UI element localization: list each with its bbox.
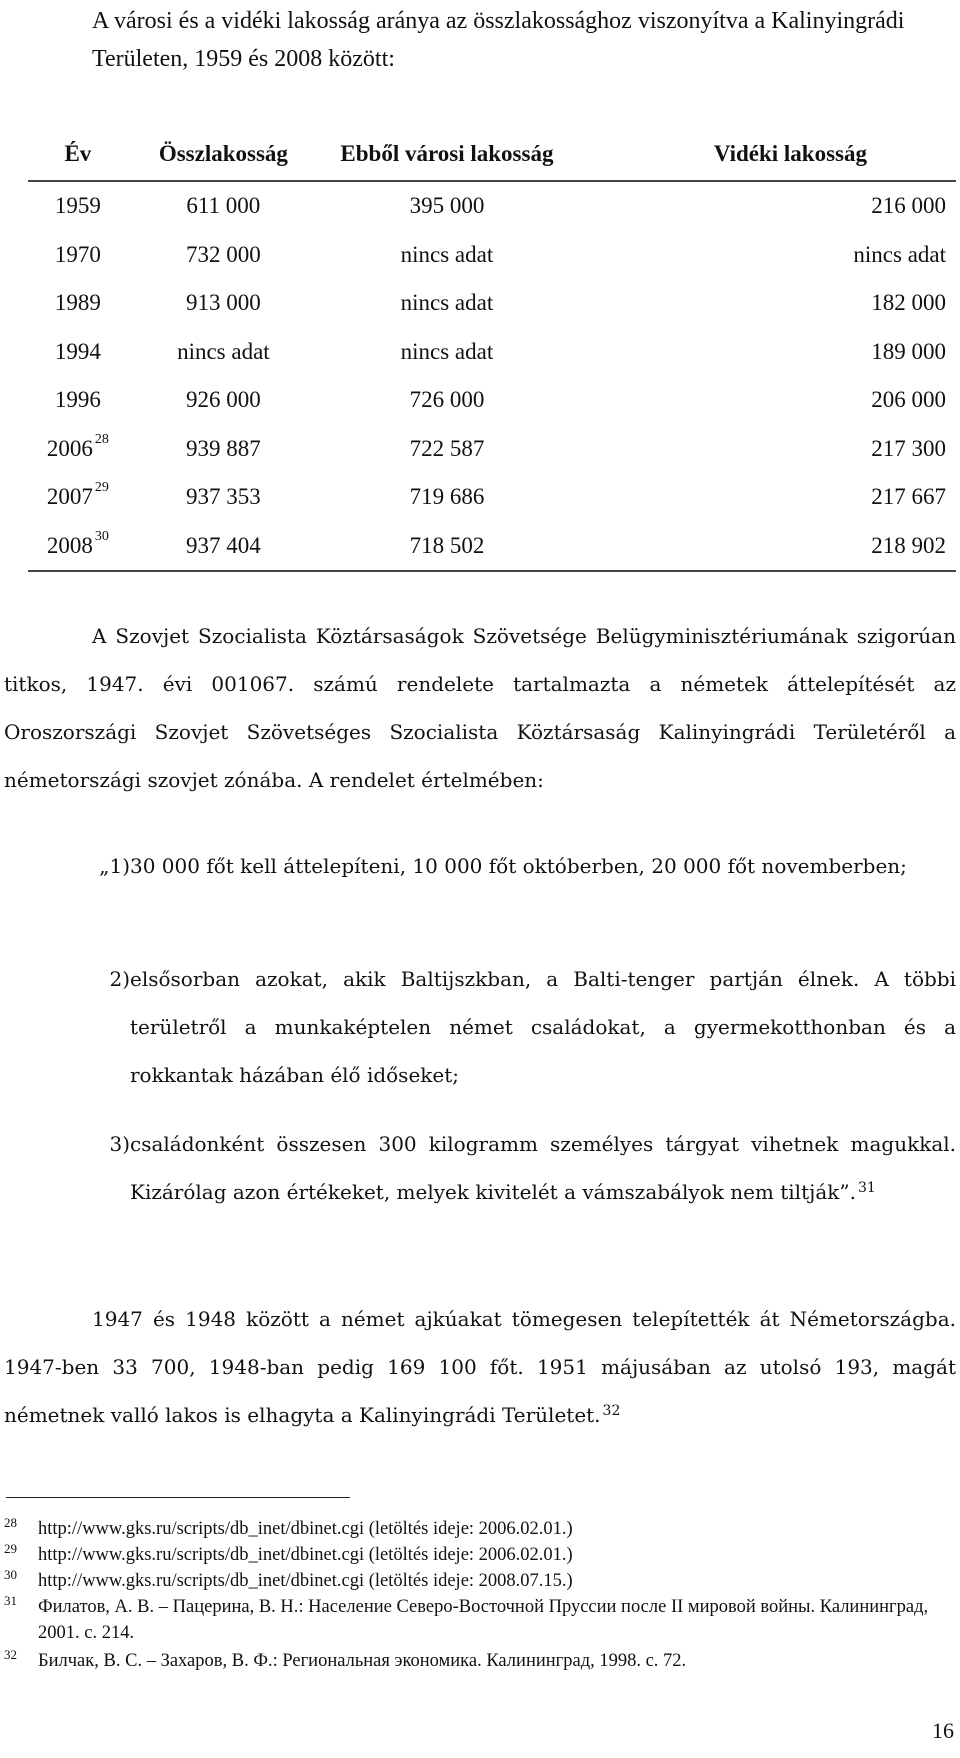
cell-total: 937 353: [185, 484, 261, 510]
table-row: [28, 231, 956, 280]
footnote-ref: 28: [94, 431, 109, 447]
table-header-row: [28, 128, 956, 181]
cell-year: 2008 $^{30}$: [28, 522, 128, 572]
table-row: [28, 181, 956, 231]
cell-urban: 718 502: [319, 522, 575, 572]
list-text: 30 000 főt kell áttelepíteni, 10 000 főt októberben, 20 000 főt novemberben;: [130, 854, 907, 878]
paragraph-resettlement: 1947 és 1948 között a német ajkúakat tömegesen telepítették át Németországba. 1947-ben 33 700, 1948-ban pedig 169 100 főt. 1951 májusában az utolsó 193, magát németnek valló lakos is elhagyta a Kalinyingrádi Területet. $^{32}$: [4, 1307, 956, 1427]
footnote-divider: [6, 1497, 350, 1498]
table-row: [28, 279, 956, 328]
cell-total: nincs adat: [177, 338, 270, 364]
cell-total: 937 404: [128, 522, 319, 572]
table-caption: A városi és a vidéki lakosság aránya az összlakossághoz viszonyítva a Kalinyingrádi Területen, 1959 és 2008 között:: [92, 8, 905, 72]
cell-total: 939 887: [185, 435, 261, 461]
list-number: 2): [109, 967, 130, 991]
cell-year: 1970: [54, 241, 101, 267]
header-year: Év: [28, 128, 128, 181]
cell-year: 1996: [54, 387, 101, 413]
footnote-ref: 31: [857, 1180, 876, 1196]
cell-rural: 182 000: [871, 290, 946, 316]
cell-rural: 217 300: [871, 435, 946, 461]
cell-year: 1989: [54, 290, 101, 316]
list-number: 3): [109, 1132, 130, 1156]
cell-urban: nincs adat: [400, 241, 494, 267]
cell-year: 2007 $^{29}$: [46, 480, 109, 510]
footnote-ref: 32: [602, 1403, 621, 1419]
cell-total: 611 000: [186, 193, 261, 219]
footnote-text: Билчак, В. С. – Захаров, В. Ф.: Региональная экономика. Калининград, 1998. c. 72.: [38, 1651, 687, 1671]
population-table: [28, 128, 956, 572]
cell-rural: nincs adat: [853, 241, 946, 267]
header-total: Összlakosság: [128, 128, 319, 181]
footnote-number: 29: [4, 1541, 17, 1556]
footnote-ref: 29: [94, 480, 109, 496]
cell-total: 926 000: [185, 387, 261, 413]
list-text: családonként összesen 300 kilogramm személyes tárgyat vihetnek magukkal. Kizárólag azon értékeket, melyek kivitelét a vámszabályok nem tiltják”. $^{31}$: [130, 1132, 956, 1204]
table-row: [28, 425, 956, 474]
footnote-text: http://www.gks.ru/scripts/db_inet/dbinet.cgi (letöltés ideje: 2006.02.01.): [38, 1519, 573, 1539]
cell-rural: 216 000: [871, 193, 946, 219]
table-row: [28, 328, 956, 377]
header-urban: Ebből városi lakosság: [319, 128, 575, 181]
footnote-number: 28: [4, 1515, 17, 1530]
footnote-text: http://www.gks.ru/scripts/db_inet/dbinet.cgi (letöltés ideje: 2006.02.01.): [38, 1545, 573, 1565]
paragraph-decree: A Szovjet Szocialista Köztársaságok Szövetsége Belügyminisztériumának szigorúan titkos, 1947. évi 001067. számú rendelete tartalmazta a németek áttelepítését az Oroszországi Szovjet Szövetséges Szocialista Köztársaság Kalinyingrádi Területéről a németországi szovjet zónába. A rendelet értelmében:: [4, 624, 956, 792]
footnote-ref: 30: [94, 528, 109, 544]
cell-rural: 217 667: [871, 484, 946, 510]
table-row: [28, 473, 956, 522]
cell-rural: 206 000: [871, 387, 946, 413]
footnote-number: 32: [4, 1647, 17, 1662]
cell-total: 732 000: [185, 241, 261, 267]
footnote-number: 30: [4, 1567, 17, 1582]
cell-year: 1959: [54, 193, 101, 219]
cell-urban: nincs adat: [400, 338, 494, 364]
cell-urban: 722 587: [409, 435, 485, 461]
cell-urban: 395 000: [409, 193, 485, 219]
cell-rural: 218 902: [575, 522, 956, 572]
list-number: „1): [99, 854, 130, 878]
page-number: 16: [932, 1718, 954, 1743]
cell-urban: 719 686: [409, 484, 485, 510]
list-text: elsősorban azokat, akik Baltijszkban, a Balti-tenger partján élnek. A többi területről a munkaképtelen német családokat, a gyermekotthonban és a rokkantak házában élő időseket;: [130, 967, 956, 1087]
cell-total: 913 000: [185, 290, 261, 316]
footnote-text: http://www.gks.ru/scripts/db_inet/dbinet.cgi (letöltés ideje: 2008.07.15.): [38, 1571, 573, 1591]
cell-urban: 726 000: [409, 387, 485, 413]
footnote-text: Филатов, А. В. – Пацерина, В. Н.: Население Северо-Восточной Пруссии после II мировой войны. Калининград, 2001. c. 214.: [38, 1597, 929, 1643]
footnote-number: 31: [4, 1593, 17, 1608]
table-row: [28, 522, 956, 572]
cell-year: 2006 $^{28}$: [46, 431, 109, 461]
cell-year: 1994: [54, 338, 101, 364]
cell-rural: 189 000: [871, 338, 946, 364]
cell-urban: nincs adat: [400, 290, 494, 316]
table-row: [28, 376, 956, 425]
header-rural: Vidéki lakosság: [575, 128, 956, 181]
